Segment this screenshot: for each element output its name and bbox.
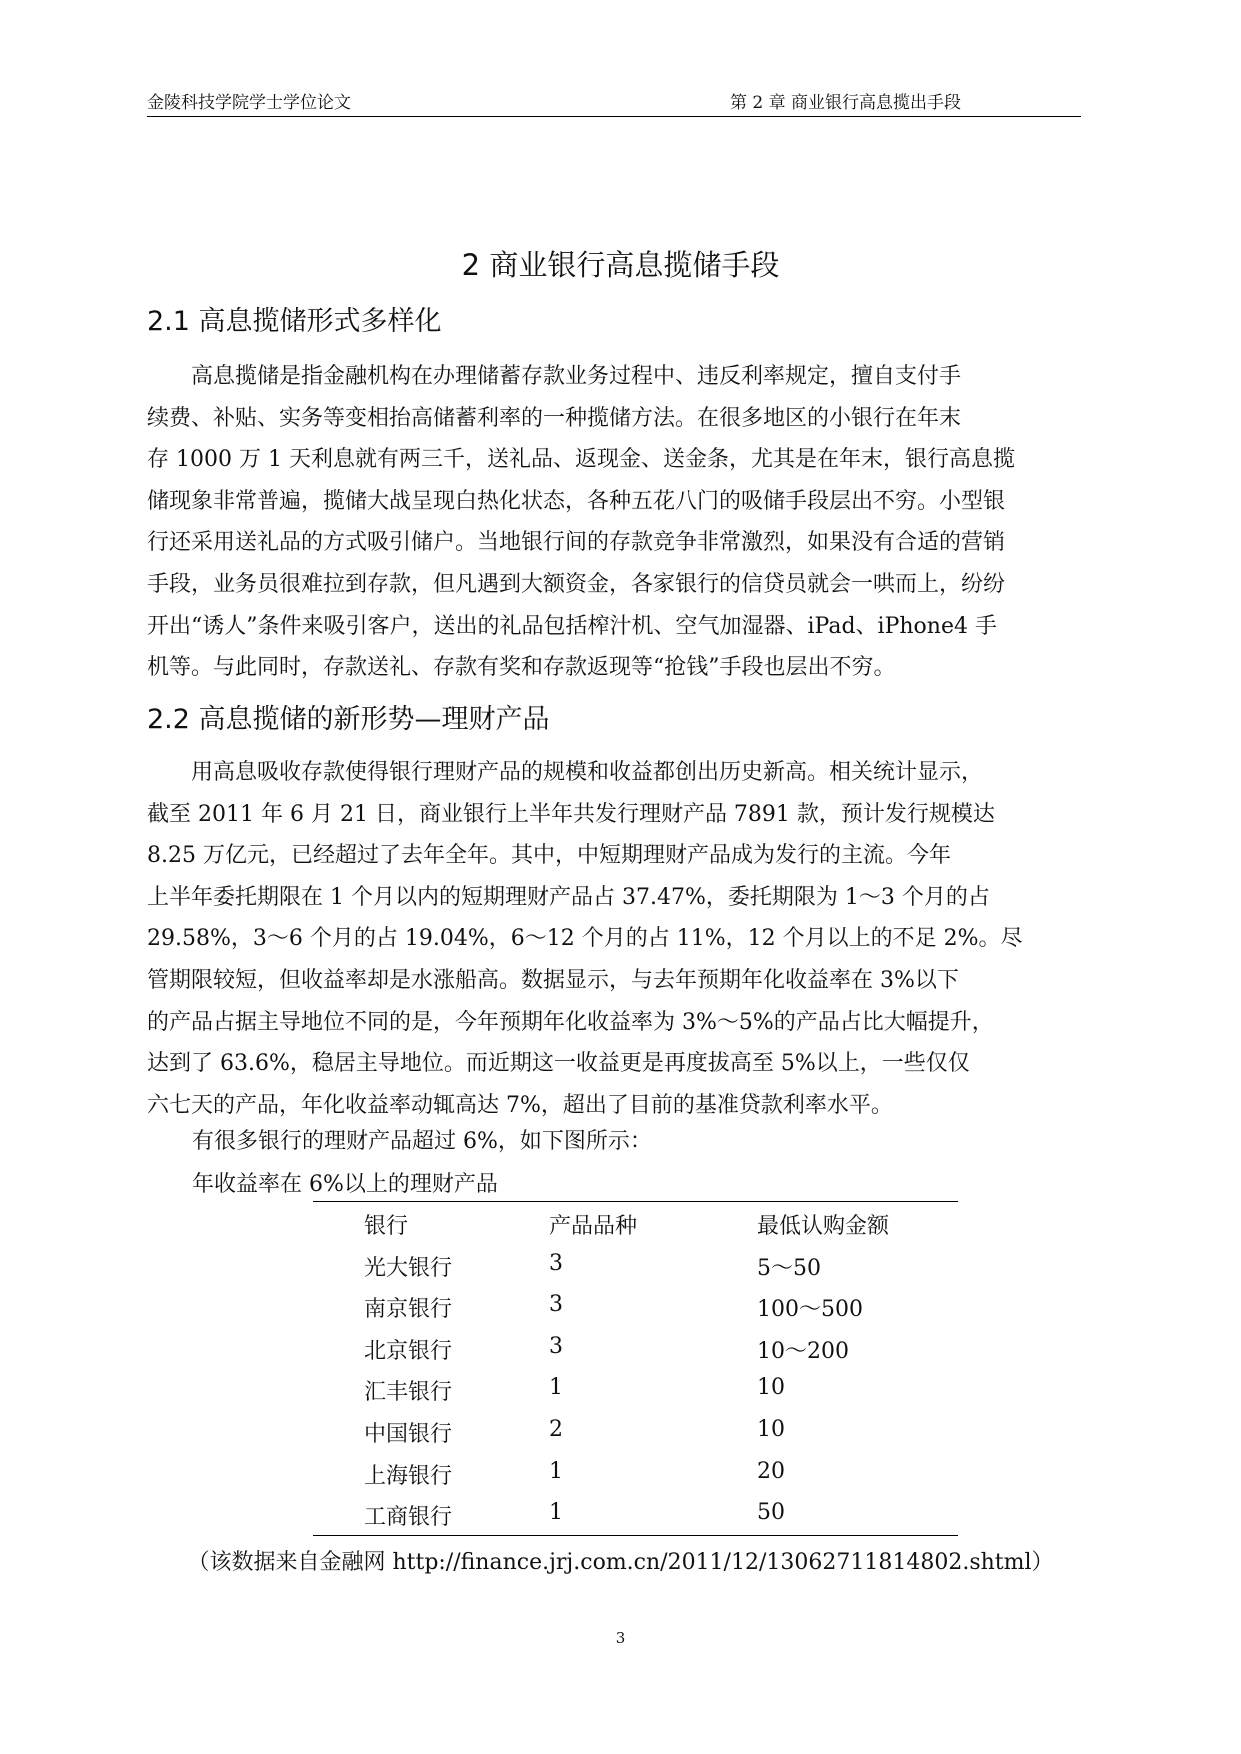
table-row (313, 1285, 958, 1327)
text-line: 六七天的产品，年化收益率动辄高达 7%，超出了目前的基准贷款利率水平。 (147, 1092, 893, 1118)
column-header-product-count: 产品品种 (549, 1214, 638, 1239)
cell-bank: 北京银行 (364, 1338, 453, 1364)
cell-min-amount: 10 (757, 1375, 785, 1401)
cell-product-count: 3 (549, 1292, 563, 1318)
running-header (147, 86, 1081, 117)
table-row (313, 1410, 958, 1452)
text-line: 开出“诱人”条件来吸引客户，送出的礼品包括榨汁机、空气加湿器、iPad、iPhone4 手 (147, 613, 997, 639)
text-line: 上半年委托期限在 1 个月以内的短期理财产品占 37.47%，委托期限为 1～3 个月的占 (147, 884, 990, 910)
column-header-bank: 银行 (364, 1214, 409, 1239)
table-caption: 年收益率在 6%以上的理财产品 (192, 1172, 498, 1197)
data-source-note: （该数据来自金融网 http://finance.jrj.com.cn/2011/12/13062711814802.shtml） (187, 1550, 1054, 1575)
cell-min-amount: 10 (757, 1416, 785, 1442)
paragraph-2-1 (147, 356, 1082, 689)
table-header-row (313, 1202, 958, 1244)
cell-product-count: 3 (549, 1333, 563, 1359)
section-heading-2-1: 2.1 高息揽储形式多样化 (147, 306, 442, 337)
text-line: 储现象非常普遍，揽储大战呈现白热化状态，各种五花八门的吸储手段层出不穷。小型银 (147, 488, 1006, 514)
text-line: 用高息吸收存款使得银行理财产品的规模和收益都创出历史新高。相关统计显示， (147, 760, 984, 785)
header-chapter-title: 第 2 章 商业银行高息揽出手段 (729, 93, 961, 113)
text-line: 8.25 万亿元，已经超过了去年全年。其中，中短期理财产品成为发行的主流。今年 (147, 843, 951, 869)
cell-product-count: 1 (549, 1500, 563, 1526)
cell-bank: 光大银行 (364, 1255, 453, 1281)
paragraph-2-2 (147, 752, 1082, 1126)
cell-product-count: 1 (549, 1375, 563, 1401)
text-line: 的产品占据主导地位不同的是，今年预期年化收益率为 3%～5%的产品占比大幅提升， (147, 1009, 994, 1035)
cell-bank: 汇丰银行 (364, 1380, 453, 1406)
cell-min-amount: 5～50 (757, 1255, 821, 1281)
text-line: 续费、补贴、实务等变相抬高储蓄利率的一种揽储方法。在很多地区的小银行在年末 (147, 405, 962, 431)
page-number: 3 (615, 1629, 626, 1647)
cell-min-amount: 50 (757, 1500, 785, 1526)
table-row (313, 1493, 958, 1535)
header-thesis-title: 金陵科技学院学士学位论文 (147, 93, 351, 113)
table-row (313, 1452, 958, 1494)
text-line: 手段，业务员很难拉到存款，但凡遇到大额资金，各家银行的信贷员就会一哄而上，纷纷 (147, 571, 1006, 597)
table-row (313, 1244, 958, 1286)
text-line: 达到了 63.6%，稳居主导地位。而近期这一收益更是再度拔高至 5%以上，一些仅仅 (147, 1051, 970, 1077)
cell-product-count: 2 (549, 1416, 563, 1442)
table-row (313, 1368, 958, 1410)
cell-bank: 南京银行 (364, 1297, 453, 1323)
text-line: 行还采用送礼品的方式吸引储户。当地银行间的存款竞争非常激烈，如果没有合适的营销 (147, 530, 1006, 556)
cell-min-amount: 10～200 (757, 1338, 849, 1364)
cell-bank: 中国银行 (364, 1421, 453, 1447)
cell-min-amount: 100～500 (757, 1297, 863, 1323)
cell-product-count: 1 (549, 1458, 563, 1484)
cell-bank: 工商银行 (364, 1505, 453, 1531)
column-header-min-amount: 最低认购金额 (757, 1214, 890, 1239)
cell-min-amount: 20 (757, 1458, 785, 1484)
financial-products-table (313, 1201, 958, 1536)
text-line: 机等。与此同时，存款送礼、存款有奖和存款返现等“抢钱”手段也层出不穷。 (147, 655, 896, 681)
text-line: 高息揽储是指金融机构在办理储蓄存款业务过程中、违反利率规定，擅自支付手 (147, 364, 962, 389)
cell-product-count: 3 (549, 1250, 563, 1276)
text-line: 截至 2011 年 6 月 21 日，商业银行上半年共发行理财产品 7891 款，预计发行规模达 (147, 801, 995, 827)
cell-bank: 上海银行 (364, 1463, 453, 1489)
text-line: 存 1000 万 1 天利息就有两三千，送礼品、返现金、送金条，尤其是在年末，银行高息揽 (147, 447, 1015, 473)
table-intro: 有很多银行的理财产品超过 6%，如下图所示： (192, 1129, 652, 1154)
section-heading-2-2: 2.2 高息揽储的新形势—理财产品 (147, 704, 550, 735)
text-line: 29.58%，3～6 个月的占 19.04%，6～12 个月的占 11%，12 个月以上的不足 2%。尽 (147, 926, 1023, 952)
table-row (313, 1327, 958, 1369)
text-line: 管期限较短，但收益率却是水涨船高。数据显示，与去年预期年化收益率在 3%以下 (147, 967, 959, 993)
chapter-title: 2 商业银行高息揽储手段 (461, 248, 780, 282)
